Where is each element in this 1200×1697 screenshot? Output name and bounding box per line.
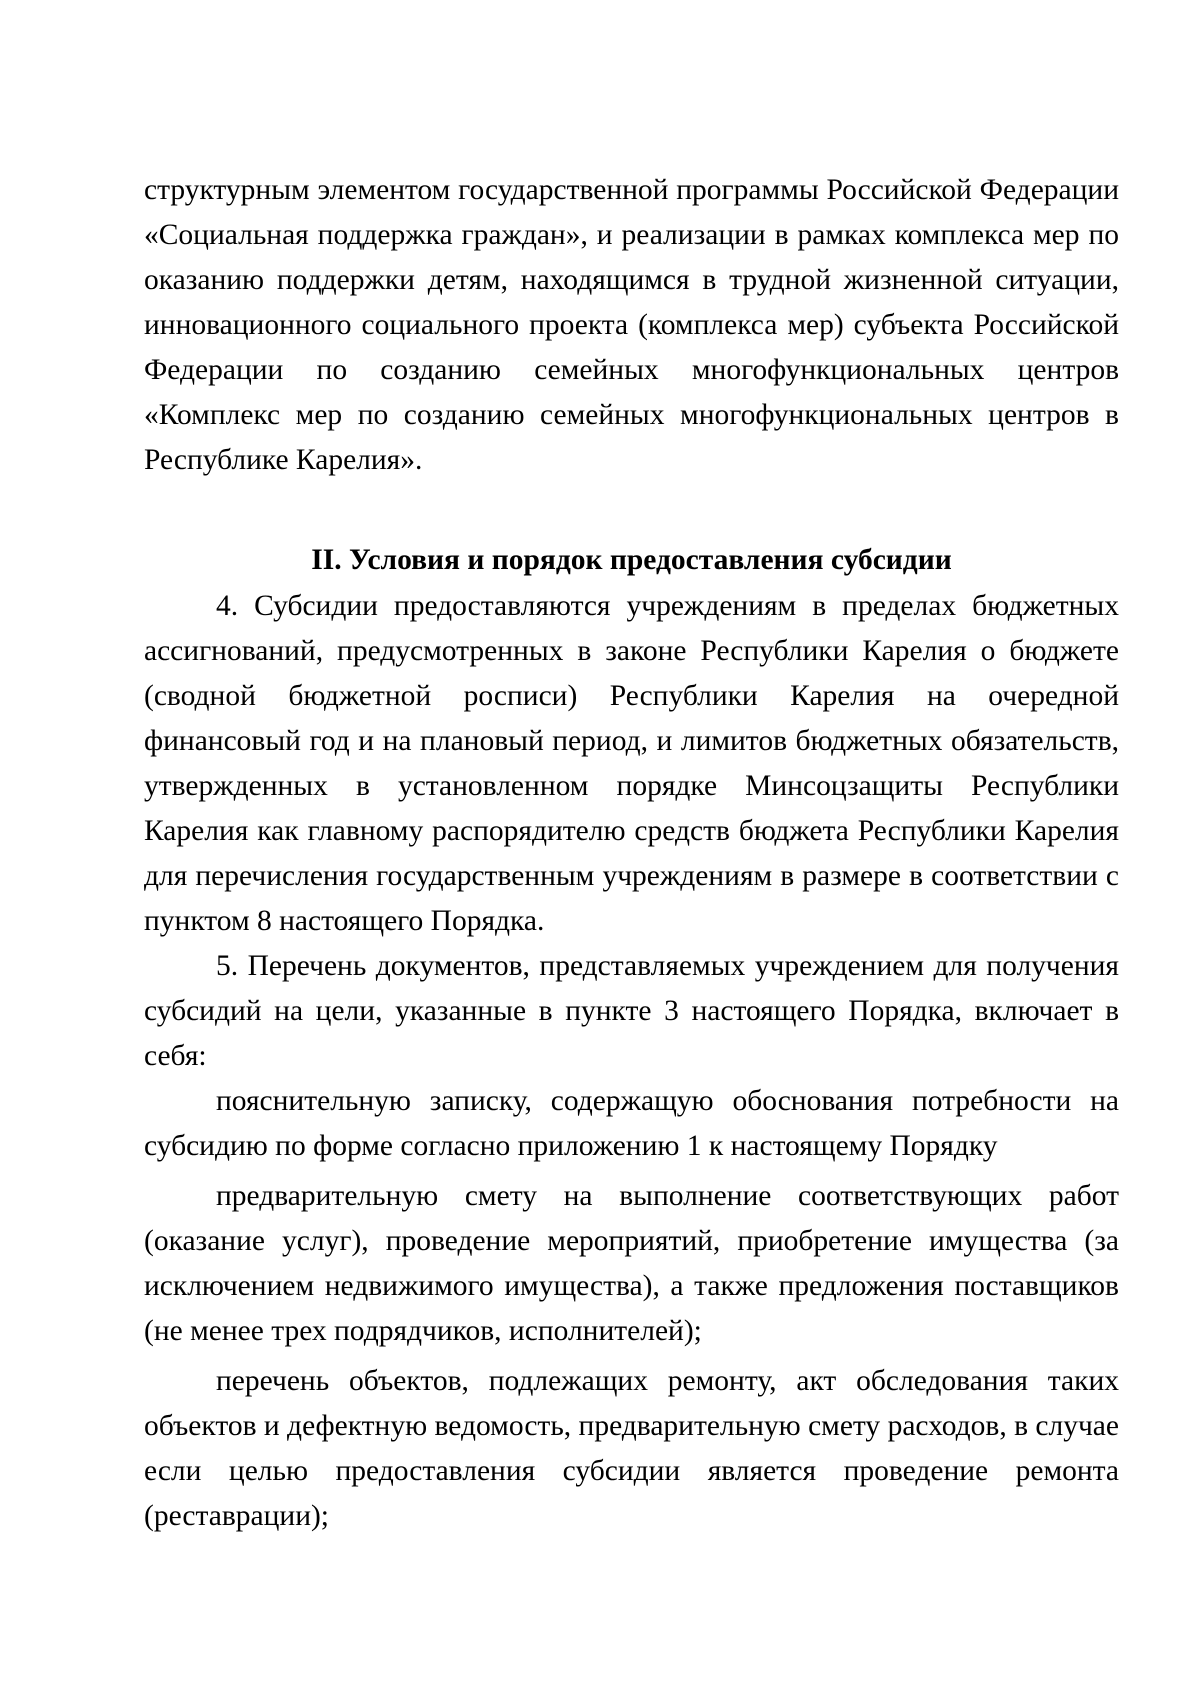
intro-paragraph: структурным элементом государственной программы Российской Федерации «Социальная поддержка граждан», и реализации в рамках комплекса мер по оказанию поддержки детям, находящимся в трудной жизненной ситуации, инновационного социального проекта (комплекса мер) субъекта Российской Федерации по созданию семейных многофункциональных центров «Комплекс мер по созданию семейных многофункциональных центров в Республике Карелия».	[144, 174, 1119, 476]
section-heading: II. Условия и порядок предоставления субсидии	[311, 544, 952, 576]
document-body	[144, 168, 1119, 1539]
paragraph-5: 5. Перечень документов, представляемых учреждением для получения субсидий на цели, указанные в пункте 3 настоящего Порядка, включает в себя:	[144, 950, 1119, 1072]
list-item-preliminary-estimate: предварительную смету на выполнение соответствующих работ (оказание услуг), проведение мероприятий, приобретение имущества (за исключением недвижимого имущества), а также предложения поставщиков (не менее трех подрядчиков, исполнителей);	[144, 1180, 1119, 1347]
list-item-repair-objects: перечень объектов, подлежащих ремонту, акт обследования таких объектов и дефектную ведомость, предварительную смету расходов, в случае если целью предоставления субсидии является проведение ремонта (реставрации);	[144, 1365, 1119, 1532]
paragraph-4: 4. Субсидии предоставляются учреждениям в пределах бюджетных ассигнований, предусмотренных в законе Республики Карелия о бюджете (сводной бюджетной росписи) Республики Карелия на очередной финансовый год и на плановый период, и лимитов бюджетных обязательств, утвержденных в установленном порядке Минсоцзащиты Республики Карелия как главному распорядителю средств бюджета Республики Карелия для перечисления государственным учреждениям в размере в соответствии с пунктом 8 настоящего Порядка.	[144, 590, 1119, 937]
list-item-explanatory-note: пояснительную записку, содержащую обоснования потребности на субсидию по форме согласно приложению 1 к настоящему Порядку	[144, 1085, 1119, 1162]
